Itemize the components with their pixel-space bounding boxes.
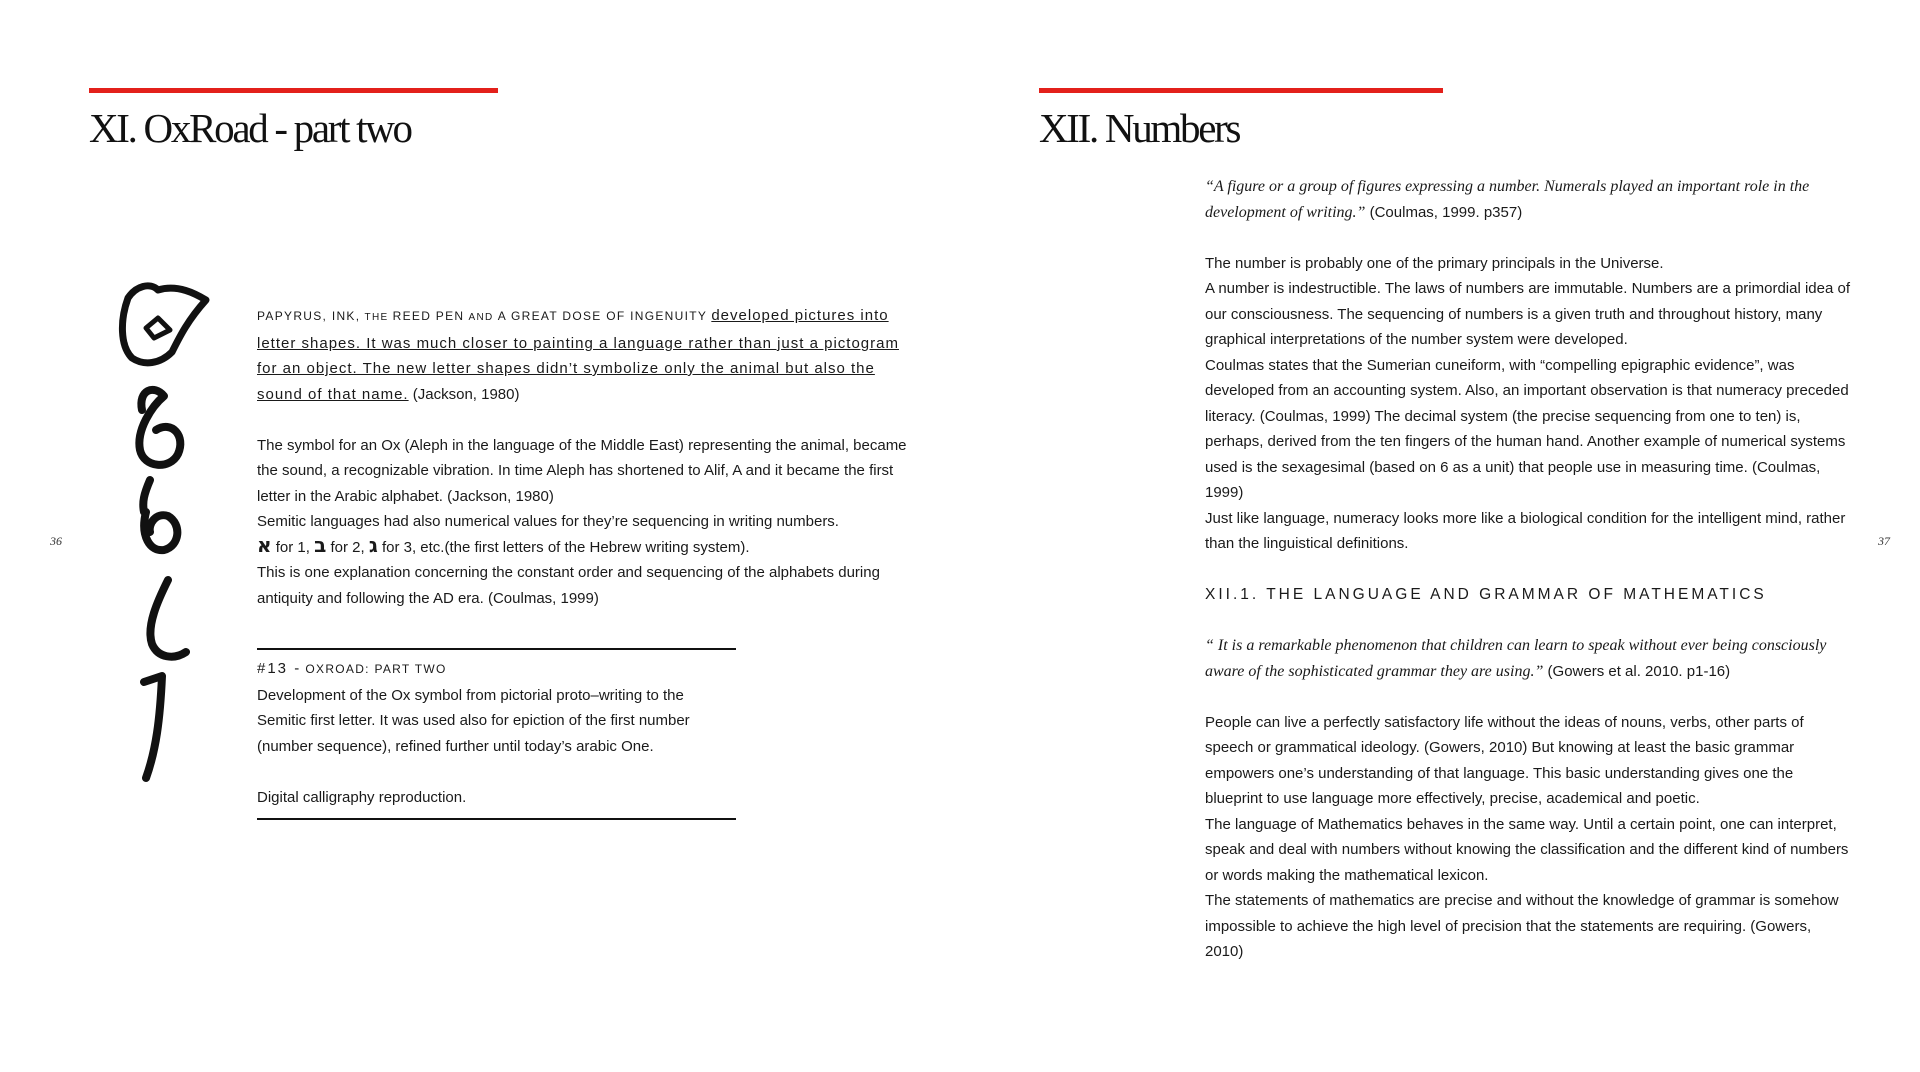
alif-curl-glyph [150,580,186,657]
grammar-quote-citation: (Gowers et al. 2010. p1-16) [1547,662,1731,680]
left-page-number: 36 [50,534,62,548]
caption-top-rule [257,648,736,650]
grammar-quote [1205,633,1853,684]
grammar-paragraph-1: People can live a perfectly satisfactory life without the ideas of nouns, verbs, other parts of speech or grammatical ideology. (Gowers, 2010) But knowing at least the basic grammar empowers one’s understanding of that language. This basic understanding gives one the blueprint to use language more effectively, precise, academical and poetic. [1205,713,1804,807]
arabic-one-glyph [144,676,162,778]
aleph-six-glyph [143,480,177,550]
numbers-paragraph-1: The number is probably one of the primary principals in the Universe. [1205,254,1664,272]
numbers-paragraph-4: Just like language, numeracy looks more like a biological condition for the intelligent mind, rather than the linguistical definitions. [1205,509,1846,552]
numbers-paragraph-3: Coulmas states that the Sumerian cuneiform, with “compelling epigraphic evidence”, was developed from an accounting system. Also, an important observation is that numeracy preceded literacy. (Coulmas, 1999) The decimal system (the precise sequencing from one to ten) is, perhaps, derived from the ten fingers of the human hand. Another example of numerical systems used is the sexagesimal (based on 6 as a unit) that people use in measuring time. (Coulmas, 1999) [1205,356,1849,501]
intro-lead-words: PAPYRUS, INK, [257,309,361,323]
right-page-number: 37 [1878,534,1890,548]
intro-lead-and: AND [468,312,494,323]
opening-quote-citation: (Coulmas, 1999. p357) [1369,203,1523,221]
semitic-numerals-paragraph: Semitic languages had also numerical values for they’re sequencing in writing numbers. [257,513,839,530]
opening-quote-text: “A figure or a group of figures expressing a number. Numerals played an important role in the development of writing.” [1205,178,1810,221]
right-main-text [1205,174,1853,965]
ox-symbol-evolution-illustration [110,280,220,790]
caption-bottom-rule [257,818,736,820]
caption-number: #13 - [257,660,302,677]
hebrew-aleph-glyph: א [257,532,272,557]
caption-heading [257,656,737,683]
intro-lead-rest: A GREAT DOSE OF INGENUITY [497,309,708,323]
ox-pictogram-eye-glyph [146,318,170,338]
for-three-text: for 3, etc.(the first letters of the Hebrew writing system). [381,538,750,556]
caption-text: Development of the Ox symbol from pictorial proto–writing to the Semitic first letter. It was used also for epiction of the first number (number sequence), refined further until today’s arabic One. [257,686,690,755]
grammar-paragraph-3: The statements of mathematics are precise and without the knowledge of grammar is somehow impossible to achieve the high level of precision that the statements are requiring. (Gowers, 2010) [1205,892,1839,960]
for-two-text: for 2, [330,538,365,556]
intro-lead-reed: REED PEN [392,309,465,323]
section-heading: XII.1. THE LANGUAGE AND GRAMMAR OF MATHEMATICS [1205,586,1767,603]
intro-lead-the: THE [364,312,389,323]
hebrew-gimel-glyph: ג [368,532,378,557]
grammar-paragraph-2: The language of Mathematics behaves in the same way. Until a certain point, one can interpret, speak and deal with numbers without knowing the classification and the different kind of numbers or words making the mathematical lexicon. [1205,815,1849,884]
left-page-title: XI. OxRoad - part two [89,105,411,151]
intro-paragraph [257,303,912,407]
alphabet-order-paragraph: This is one explanation concerning the constant order and sequencing of the alphabets during antiquity and following the AD era. (Coulmas, 1999) [257,564,880,607]
left-main-text [257,303,912,611]
opening-quote [1205,174,1853,225]
grammar-quote-text: “ It is a remarkable phenomenon that children can learn to speak without ever being consciously aware of the sophisticated grammar they are using.” [1205,637,1827,680]
proto-aleph-glyph [139,390,180,465]
numbers-paragraph-2: A number is indestructible. The laws of numbers are immutable. Numbers are a primordial idea of our consciousness. The sequencing of numbers is a given truth and throughout history, many graphical interpretations of the number system were developed. [1205,280,1851,348]
hebrew-letters-line [257,532,912,561]
right-title-accent-bar [1039,88,1443,93]
hebrew-bet-glyph: ב [314,532,327,557]
caption-label: OXROAD: PART TWO [305,662,447,676]
left-title-accent-bar [89,88,498,93]
intro-underlined-text: developed pictures into letter shapes. It was much closer to painting a language rather than just a pictogram for an object. The new letter shapes didn’t symbolize only the animal but also the sound of that name. [257,307,899,403]
right-page-title: XII. Numbers [1039,105,1240,151]
figure-caption [257,656,737,810]
for-one-text: for 1, [275,538,310,556]
intro-citation: (Jackson, 1980) [412,385,520,403]
caption-note: Digital calligraphy reproduction. [257,788,467,806]
ox-aleph-paragraph: The symbol for an Ox (Aleph in the language of the Middle East) representing the animal, became the sound, a recognizable vibration. In time Aleph has shortened to Alif, A and it became the first letter in the Arabic alphabet. (Jackson, 1980) [257,436,907,505]
